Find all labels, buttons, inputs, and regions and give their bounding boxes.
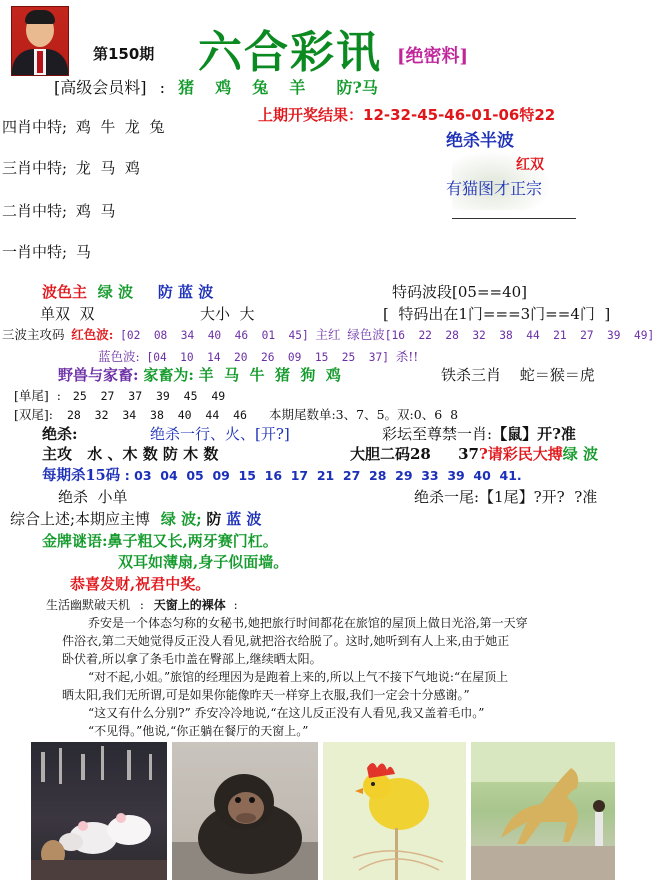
- kill-three-values: 蛇＝猴＝虎: [519, 366, 595, 384]
- member-line: [54, 75, 378, 98]
- blue-wave-line: [98, 347, 418, 365]
- pick-label: 三肖中特;: [2, 159, 68, 177]
- pick-values: 鸡 牛 龙 兔: [75, 118, 165, 136]
- wave-line: [42, 281, 213, 302]
- pick-four: [2, 116, 164, 137]
- riddle-line2: 双耳如薄扇,身子似面墙。: [118, 553, 289, 571]
- pick-values: 鸡 马: [75, 202, 116, 220]
- pick-values: 龙 马 鸡: [75, 159, 140, 177]
- bold-two-line: [350, 443, 598, 464]
- member-animal: 猪: [178, 78, 195, 97]
- red-wave-main: 主红: [315, 327, 341, 342]
- forum-value: 【鼠】开?准: [492, 425, 576, 443]
- double-tail-numbers: 28 32 34 38 40 44 46: [66, 408, 247, 422]
- title-tag: [绝密料]: [397, 46, 469, 67]
- plea-text: ?请彩民大搏: [478, 445, 563, 463]
- forum-line: [382, 423, 576, 444]
- kill-tail: 绝杀一尾:【1尾】?开? ?准: [414, 488, 598, 506]
- blue-wave-label: 蓝色波:: [98, 349, 140, 364]
- single-tail-label: [单尾] :: [14, 388, 61, 403]
- tail-summary: 本期尾数单:3、7、5。双:0、6 8: [268, 407, 459, 422]
- story-source: 生活幽默破天机: [46, 598, 131, 612]
- story-paragraph: 卧伏着,所以拿了条毛巾盖在臀部上,继续晒太阳。: [62, 652, 322, 666]
- member-sep: :: [159, 78, 165, 97]
- kill-three-line: [441, 364, 595, 385]
- last-result: 上期开奖结果：12-32-45-46-01-06特22: [258, 106, 556, 124]
- kill15-label: 每期杀15码: [42, 467, 121, 484]
- main-attack-values: 水 、木 数 防 木 数: [87, 445, 219, 463]
- side-red-double: 红双: [516, 157, 544, 173]
- riddle-line1: [42, 530, 278, 551]
- summary-guard-label: 防: [206, 510, 222, 528]
- story-title: 天窗上的裸体: [153, 598, 226, 612]
- green-wave-label: 绿色波: [347, 327, 385, 342]
- summary-line: [10, 508, 261, 529]
- kill15-numbers: : 03 04 05 09 15 16 17 21 27 28 29 33 39 40 41.: [124, 468, 522, 483]
- pick-two: [2, 200, 115, 221]
- member-animal: 鸡: [215, 78, 232, 97]
- story-paragraph: “不见得。”他说,“你正躺在餐厅的天窗上。”: [88, 724, 309, 738]
- door-line: [ 特码出在1门===3门==4门 ]: [383, 305, 611, 323]
- pick-values: 马: [75, 243, 91, 261]
- pick-label: 一肖中特;: [2, 243, 68, 261]
- kill-small: 绝杀 小单: [58, 488, 128, 506]
- attack-line: [2, 325, 654, 343]
- kill-three-label: 铁杀三肖: [441, 366, 502, 384]
- plea-color: 绿 波: [562, 445, 599, 463]
- chimpanzee-photo: [172, 742, 318, 880]
- issue-number: 第150期: [93, 45, 155, 63]
- summary-text: 综合上述;本期应主博: [10, 510, 151, 528]
- attack-label: 三波主攻码: [2, 327, 65, 342]
- member-animal: 羊: [289, 78, 306, 97]
- mice-photo: [31, 742, 167, 880]
- side-divider: [452, 218, 576, 219]
- riddle-label: 金牌谜语:: [42, 532, 108, 550]
- pick-label: 四肖中特;: [2, 118, 68, 136]
- riddle-line3: 恭喜发财,祝君中奖。: [70, 575, 211, 593]
- forum-label: 彩坛至尊禁一肖:: [382, 425, 493, 443]
- beast-label: 野兽与家畜:: [58, 366, 139, 384]
- main-attack-line: [42, 443, 218, 464]
- rooster-lollipop-photo: [323, 742, 466, 880]
- page-title: 六合彩讯: [198, 27, 382, 78]
- big-small: 大小 大: [200, 305, 255, 323]
- portrait-photo: [11, 6, 69, 76]
- livestock-values: 羊 马 牛 猪 狗 鸡: [198, 366, 341, 384]
- summary-guard: 蓝 波: [226, 510, 262, 528]
- pick-label: 二肖中特;: [2, 202, 68, 220]
- blue-wave-numbers: [04 10 14 20 26 09 15 25 37]: [146, 351, 389, 364]
- pick-one: [2, 241, 91, 262]
- blue-wave-kill: 杀!!: [395, 349, 419, 364]
- pick-three: [2, 157, 140, 178]
- story-paragraph: “这又有什么分别?” 乔安冷冷地说,“在这儿反正没有人看见,我又盖着毛巾。”: [88, 706, 485, 720]
- kill15-line: [42, 464, 522, 485]
- story-heading: 生活幽默破天机 : 天窗上的裸体 :: [46, 598, 238, 612]
- bold-two-label: 大胆二码28: [350, 445, 431, 463]
- member-guard: 防?马: [336, 78, 378, 97]
- wave-guard: 防 蓝 波: [157, 283, 214, 301]
- kill-label: 绝杀:: [42, 425, 78, 443]
- story-paragraph: “对不起,小姐。”旅馆的经理因为是跑着上来的,所以上气不接下气地说:“在屋顶上: [88, 670, 509, 684]
- wave-label: 波色主: [42, 283, 88, 301]
- side-cat-note: 有猫图才正宗: [446, 179, 543, 198]
- riddle-text1: 鼻子粗又长,两牙赛门杠。: [107, 532, 278, 550]
- wave-main: 绿 波: [97, 283, 134, 301]
- double-tail-line: [14, 405, 458, 423]
- beast-line: [58, 364, 341, 385]
- odd-even: 单双 双: [40, 305, 95, 323]
- horse-statue-photo: [471, 742, 615, 880]
- red-wave-numbers: [02 08 34 40 46 01 45]: [120, 329, 309, 342]
- member-label: [高级会员料]: [54, 78, 147, 97]
- single-tail-numbers: 25 27 37 39 45 49: [72, 389, 226, 403]
- summary-main: 绿 波;: [160, 510, 202, 528]
- main-attack-label: 主攻: [42, 445, 73, 463]
- story-paragraph: 件浴衣,第二天她觉得反正没人看见,就把浴衣给脱了。这时,她听到有人上来,由于她正: [62, 634, 510, 648]
- side-kill-half: 绝杀半波: [446, 131, 514, 151]
- green-wave-numbers: [16 22 28 32 38 44 21 27 39 49]: [384, 329, 655, 342]
- kill-line: 绝杀一行、火、[开?]: [150, 425, 290, 443]
- red-wave-label: 红色波:: [71, 327, 114, 342]
- story-paragraph: 晒太阳,我们无所谓,可是如果你能像昨天一样穿上衣服,我们一定会十分感谢。”: [62, 688, 470, 702]
- member-animal: 兔: [252, 78, 269, 97]
- single-tail-line: [14, 386, 225, 404]
- double-tail-label: [双尾]:: [14, 407, 53, 422]
- story-paragraph: 乔安是一个体态匀称的女秘书,她把旅行时间都花在旅馆的屋顶上做日光浴,第一天穿: [88, 616, 528, 630]
- segment-label: 特码波段[05==40]: [392, 283, 528, 301]
- bold-two-second: 37: [458, 445, 479, 463]
- livestock-label: 家畜为:: [143, 366, 194, 384]
